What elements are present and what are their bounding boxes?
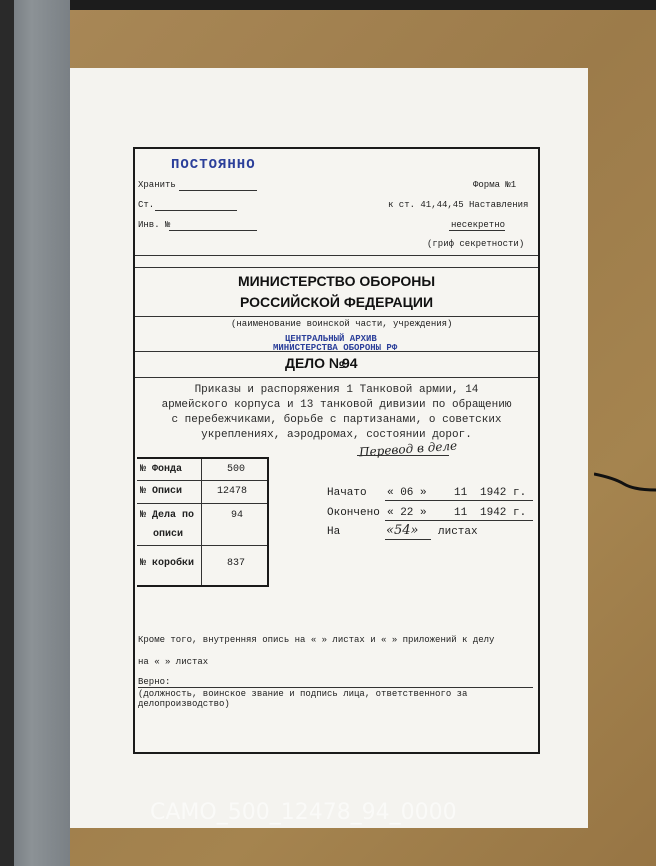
na-label: На: [327, 526, 341, 538]
unit-caption: (наименование воинской части, учреждения): [231, 319, 453, 329]
na-listakh-line: на « » листах: [138, 657, 209, 667]
na-value: «54»: [386, 523, 419, 538]
title-line-4: укреплениях, аэродромах, состоянии дорог.: [201, 429, 472, 441]
nachato-label: Начато: [327, 487, 367, 499]
verno-line: [138, 687, 533, 688]
fond-value: 500: [227, 464, 246, 475]
okoncheno-underline: [385, 520, 533, 521]
opis-value: 12478: [217, 486, 248, 497]
dolzhnost-caption-1: (должность, воинское звание и подпись лица, ответственного за: [138, 689, 468, 699]
nastavleniya-label: к ст. 41,44,45 Наставления: [388, 200, 529, 210]
archive-stamp-line-1: ЦЕНТРАЛЬНЫЙ АРХИВ: [285, 334, 377, 344]
nesekretno-underline: [449, 230, 505, 231]
okoncheno-day: « 22 »: [387, 507, 427, 519]
table-column-divider: [201, 459, 202, 585]
table-row-divider-3: [137, 545, 267, 546]
okoncheno-label: Окончено: [327, 507, 380, 519]
inv-line: [169, 230, 257, 231]
divider-2: [135, 267, 538, 268]
archive-watermark: САМО_500_12478_94_0000: [150, 800, 457, 825]
st-line: [155, 210, 237, 211]
postoyanno-stamp: ПОСТОЯННО: [171, 157, 256, 173]
opisi-label: описи: [153, 529, 184, 540]
archive-stamp-line-2: МИНИСТЕРСТВА ОБОРОНЫ РФ: [273, 343, 398, 353]
khranit-label: Хранить: [138, 180, 176, 190]
okoncheno-month: 11: [454, 507, 468, 519]
folder-string: [594, 470, 656, 494]
dolzhnost-caption-2: делопроизводство): [138, 699, 230, 709]
korobka-label: № коробки: [140, 558, 195, 569]
divider-5: [135, 377, 538, 378]
listakh-label: листах: [438, 526, 478, 538]
grif-caption: (гриф секретности): [427, 239, 525, 249]
table-row-divider-2: [137, 503, 267, 504]
na-underline: [385, 539, 431, 540]
divider-3: [135, 316, 538, 317]
khranit-line: [179, 190, 257, 191]
top-dark-edge: [0, 0, 656, 10]
krome-line: Кроме того, внутренняя опись на « » листах и « » приложений к делу: [138, 635, 495, 645]
delo-po-label: № Дела по: [140, 510, 195, 521]
opis-label: № Описи: [140, 486, 183, 497]
handwritten-underline: [357, 455, 449, 456]
document-cover-form: [133, 147, 540, 754]
forma-label: Форма №1: [473, 180, 517, 190]
delo-value: 94: [231, 510, 244, 521]
title-line-1: Приказы и распоряжения 1 Танковой армии, 14: [194, 384, 479, 396]
inv-label: Инв. №: [138, 220, 171, 230]
nachato-month: 11: [454, 487, 468, 499]
nachato-day: « 06 »: [387, 487, 427, 499]
title-line-2: армейского корпуса и 13 танковой дивизии по обращению: [161, 399, 512, 411]
nachato-year: 1942 г.: [480, 487, 527, 499]
korobka-value: 837: [227, 558, 246, 569]
ministry-line-2: РОССИЙСКОЙ ФЕДЕРАЦИИ: [239, 294, 434, 310]
st-label: Ст.: [138, 200, 155, 210]
fond-label: № Фонда: [140, 464, 183, 475]
archive-codes-table: [137, 457, 269, 587]
nachato-underline: [385, 500, 533, 501]
title-line-3: с перебежчиками, борьбе с партизанами, о советских: [171, 414, 502, 426]
delo-label: ДЕЛО №: [285, 355, 345, 371]
delo-number: 94: [342, 355, 358, 371]
table-row-divider-1: [137, 480, 267, 481]
okoncheno-year: 1942 г.: [480, 507, 527, 519]
handwritten-note: Перевод в деле: [358, 438, 458, 460]
left-dark-edge: [0, 0, 14, 866]
nesekretno-label: несекретно: [451, 220, 506, 230]
divider-1: [135, 255, 538, 256]
divider-4: [135, 351, 538, 352]
verno-label: Верно:: [138, 677, 171, 687]
ministry-line-1: МИНИСТЕРСТВО ОБОРОНЫ: [237, 273, 436, 289]
